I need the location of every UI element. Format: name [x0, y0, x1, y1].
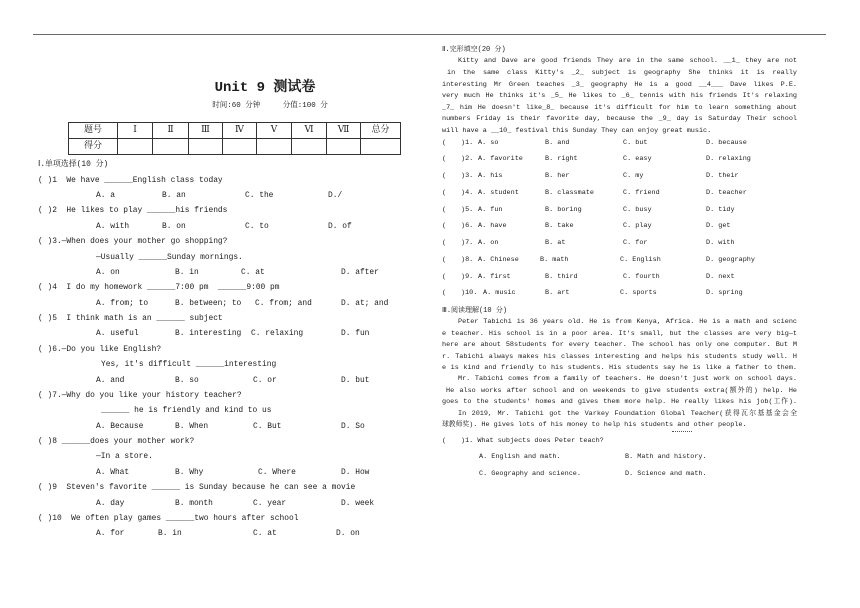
passage-line: numbers Friday is their favorite day, because the _9_ day is Saturday Their school — [442, 115, 797, 124]
score-cell — [153, 139, 189, 155]
section-1-heading: Ⅰ.单项选择(10 分) — [38, 160, 109, 170]
top-divider — [33, 34, 826, 35]
option: D. with — [706, 239, 735, 248]
reading-passage — [442, 317, 797, 431]
answer-bracket: ( — [442, 205, 447, 214]
option: D. at; and — [341, 298, 389, 308]
cloze-item — [442, 135, 822, 152]
option: B. in — [175, 267, 199, 277]
option: D. spring — [706, 289, 743, 298]
page-title: Unit 9 测试卷 — [214, 80, 316, 96]
option: C. friend — [623, 188, 660, 197]
passage-line: in the same class Kitty's _2_ subject is geography She thinks it is really — [447, 68, 797, 77]
score-table-header: Ⅵ — [292, 123, 327, 139]
score-cell — [327, 139, 361, 155]
option: A. Because — [96, 421, 144, 431]
option: A. favorite — [478, 155, 523, 164]
options-row — [442, 449, 822, 466]
item-number: )8. — [461, 255, 474, 264]
option: D. because — [706, 138, 747, 147]
score-table-header: Ⅶ — [327, 123, 361, 139]
option: C. from; and — [255, 298, 312, 308]
option: C. for — [623, 239, 648, 248]
option: A. day — [96, 498, 125, 508]
option: D. tidy — [706, 205, 735, 214]
section-3-heading: Ⅲ.阅读理解(10 分) — [442, 307, 508, 315]
score-table-header: 题号 — [69, 123, 118, 139]
option: D. How — [341, 467, 370, 477]
question-stem: )1. What subjects does Peter teach? — [461, 436, 604, 445]
question-stem: ( )1 We have ______English class today — [38, 175, 223, 185]
options-row — [38, 465, 410, 480]
passage-line: goes to the students' homes and gives them more help. He really likes his job(工作). — [442, 398, 797, 407]
option: C. my — [623, 172, 644, 181]
item-number: )3. — [461, 172, 474, 181]
passage-line: In 2019, Mr. Tabichi got the Varkey Foundation Global Teacher(获得瓦尔基基金会全 — [458, 409, 797, 418]
option: B. an — [162, 191, 186, 201]
cloze-item — [442, 269, 822, 286]
options-row — [38, 496, 410, 511]
option: C. the — [245, 191, 274, 201]
score-table-score-row — [69, 139, 401, 155]
option: A. for — [96, 529, 125, 539]
option: B. her — [545, 172, 570, 181]
answer-bracket: ( — [442, 222, 447, 231]
option: A. a — [96, 191, 115, 201]
option: B. When — [175, 421, 209, 431]
score-cell — [223, 139, 257, 155]
answer-bracket: ( — [442, 155, 447, 164]
options-row — [38, 419, 410, 434]
option: C. But — [253, 421, 282, 431]
cloze-item — [442, 285, 822, 302]
question-stem: ( )2 He likes to play ______his friends — [38, 206, 228, 216]
item-number: )4. — [461, 188, 474, 197]
option: D. relaxing — [706, 155, 751, 164]
item-number: )1. — [461, 138, 474, 147]
options-row — [38, 526, 410, 541]
option: B. interesting — [175, 329, 242, 339]
score-table-header: Ⅲ — [189, 123, 223, 139]
question-stem: ( )10 We often play games ______two hours after school — [38, 513, 299, 523]
option: A. with — [96, 221, 130, 231]
option: B. at — [545, 239, 566, 248]
score-cell — [292, 139, 327, 155]
option: C. at — [241, 267, 265, 277]
option: D. on — [336, 529, 360, 539]
options-row — [38, 326, 410, 341]
option: C. but — [623, 138, 648, 147]
option: B. and — [545, 138, 570, 147]
passage-line: Peter Tabichi is 36 years old. He is from Kenya, Africa. He is a math and scienc — [458, 318, 797, 327]
score-table-header: Ⅳ — [223, 123, 257, 139]
passage-line: Mr. Tabichi comes from a family of teachers. He doesn't just work on school days. — [458, 375, 797, 384]
option: C. relaxing — [251, 329, 304, 339]
option: C. at — [253, 529, 277, 539]
score-table-header: 总分 — [361, 123, 401, 139]
question-subline: —In a store. — [96, 452, 153, 462]
option: D./ — [328, 191, 343, 201]
question-stem: ( )8 ______does your mother work? — [38, 437, 195, 447]
option: D. Science and math. — [625, 469, 707, 478]
option: D. So — [341, 421, 365, 431]
option: A. What — [96, 467, 130, 477]
passage-line: Kitty and Dave are good friends They are in the same school. __1_ they are not — [458, 57, 797, 66]
options-row — [442, 466, 822, 483]
option: A. and — [96, 375, 125, 385]
option: A. so — [478, 138, 499, 147]
score-table-header: Ⅰ — [118, 123, 153, 139]
item-number: )9. — [461, 272, 474, 281]
option: D. fun — [341, 329, 370, 339]
option: B. third — [545, 272, 578, 281]
option: C. easy — [623, 155, 652, 164]
score-table-header: Ⅴ — [257, 123, 292, 139]
option: D. of — [328, 221, 352, 231]
option: A. on — [96, 267, 120, 277]
passage-line: He also works after school and on weekends to give students extra(额外的) help. He — [446, 386, 797, 395]
option: A. first — [478, 272, 511, 281]
option: B. in — [158, 529, 182, 539]
question-subline: ______ he is friendly and kind to us — [101, 406, 272, 416]
option: A. fun — [478, 205, 503, 214]
options-row — [38, 188, 410, 203]
passage-line: _7_ him He doesn't like_8_ because it's difficult for him to learn something about — [442, 103, 797, 112]
option: C. play — [623, 222, 652, 231]
option: A. student — [478, 188, 519, 197]
option: C. or — [253, 375, 277, 385]
cloze-item — [442, 168, 822, 185]
option: B. Math and history. — [625, 453, 707, 462]
options-row — [38, 373, 410, 388]
answer-bracket: ( — [442, 255, 447, 264]
answer-bracket: ( — [442, 188, 447, 197]
options-row — [38, 219, 410, 234]
cloze-item — [442, 151, 822, 168]
option: C. sports — [620, 289, 657, 298]
option: A. his — [478, 172, 503, 181]
option: A. useful — [96, 329, 139, 339]
passage-line: here are about 58students for every teacher. The school has only one computer. But M — [442, 341, 797, 350]
question-stem: ( )4 I do my homework ______7:00 pm ______9:00 pm — [38, 283, 280, 293]
cloze-item — [442, 252, 822, 269]
cloze-item — [442, 218, 822, 235]
option: B. between; to — [175, 298, 242, 308]
passage-line: will have a __10_ festival this Sunday They can enjoy great music. — [442, 127, 712, 136]
score-cell — [257, 139, 292, 155]
answer-bracket: ( — [442, 436, 447, 445]
option: A. on — [478, 239, 499, 248]
score-table-header-row — [69, 123, 401, 139]
cloze-item — [442, 235, 822, 252]
question-stem: ( )7.—Why do you like your history teacher? — [38, 390, 242, 400]
option: A. have — [478, 222, 507, 231]
option: B. boring — [545, 205, 582, 214]
option: D. geography — [706, 255, 755, 264]
answer-bracket: ( — [442, 239, 447, 248]
exam-info: 时间:60 分钟 分值:100 分 — [212, 102, 328, 110]
option: C. to — [245, 221, 269, 231]
option: B. classmate — [545, 188, 594, 197]
option: A. English and math. — [479, 453, 561, 462]
option: D. get — [706, 222, 731, 231]
cloze-options — [442, 135, 822, 303]
score-table — [68, 122, 401, 155]
option: A. Chinese — [478, 255, 519, 264]
option: D. week — [341, 498, 375, 508]
options-row — [38, 296, 410, 311]
cloze-item — [442, 185, 822, 202]
option: C. Geography and science. — [479, 469, 581, 478]
item-number: )10. — [461, 289, 478, 298]
passage-line: interesting Mr Green teaches _3_ geography He is a good __4___ Dave likes P.E. — [442, 80, 797, 89]
option: C. fourth — [623, 272, 660, 281]
option: C. English — [620, 255, 661, 264]
score-row-label: 得分 — [69, 139, 118, 155]
passage-line: e teacher. His school is in a poor area. It's small, but the classes are very big—t — [442, 329, 797, 338]
score-cell — [118, 139, 153, 155]
option: B. right — [545, 155, 578, 164]
question-line — [442, 433, 822, 450]
option: B. math — [540, 255, 569, 264]
cloze-passage — [442, 56, 797, 138]
item-number: )6. — [461, 222, 474, 231]
score-cell — [361, 139, 401, 155]
passage-line: e is kind and friendly to his students. His students say he is like a father to them. — [442, 364, 797, 373]
passage-line: r. Tabichi always makes his classes interesting and helps his students study well. H — [442, 352, 797, 361]
item-number: )5. — [461, 205, 474, 214]
option: D. their — [706, 172, 739, 181]
option: B. so — [175, 375, 199, 385]
question-stem: ( )6.—Do you like English? — [38, 344, 162, 354]
option: C. busy — [623, 205, 652, 214]
option: B. Why — [175, 467, 204, 477]
section-1 — [38, 157, 410, 541]
passage-line: 球教师奖). He gives lots of his money to help his students and other people. — [442, 421, 747, 430]
options-row — [38, 265, 410, 280]
passage-line: very much He thinks it's _5_ He likes to _6_ tennis with his friends It's relaxing — [442, 92, 797, 101]
option: B. art — [545, 289, 570, 298]
option: D. teacher — [706, 188, 747, 197]
option: B. on — [162, 221, 186, 231]
option: D. after — [341, 267, 379, 277]
item-number: )2. — [461, 155, 474, 164]
option: C. Where — [258, 467, 296, 477]
answer-bracket: ( — [442, 289, 447, 298]
option: A. from; to — [96, 298, 149, 308]
question-subline: Yes, it's difficult ______interesting — [101, 360, 277, 370]
answer-bracket: ( — [442, 138, 447, 147]
answer-bracket: ( — [442, 272, 447, 281]
question-stem: ( )9 Steven's favorite ______ is Sunday because he can see a movie — [38, 483, 356, 493]
option: B. month — [175, 498, 213, 508]
option: A. music — [483, 289, 516, 298]
reading-question — [442, 433, 822, 483]
score-table-header: Ⅱ — [153, 123, 189, 139]
option: B. take — [545, 222, 574, 231]
answer-bracket: ( — [442, 172, 447, 181]
question-subline: —Usually ______Sunday mornings. — [96, 252, 243, 262]
question-stem: ( )5 I think math is an ______ subject — [38, 314, 223, 324]
option: D. next — [706, 272, 735, 281]
option: C. year — [253, 498, 287, 508]
score-cell — [189, 139, 223, 155]
cloze-item — [442, 202, 822, 219]
section-2-heading: Ⅱ.完形填空(20 分) — [442, 46, 506, 54]
option: D. but — [341, 375, 370, 385]
item-number: )7. — [461, 239, 474, 248]
question-stem: ( )3.—When does your mother go shopping? — [38, 237, 228, 247]
